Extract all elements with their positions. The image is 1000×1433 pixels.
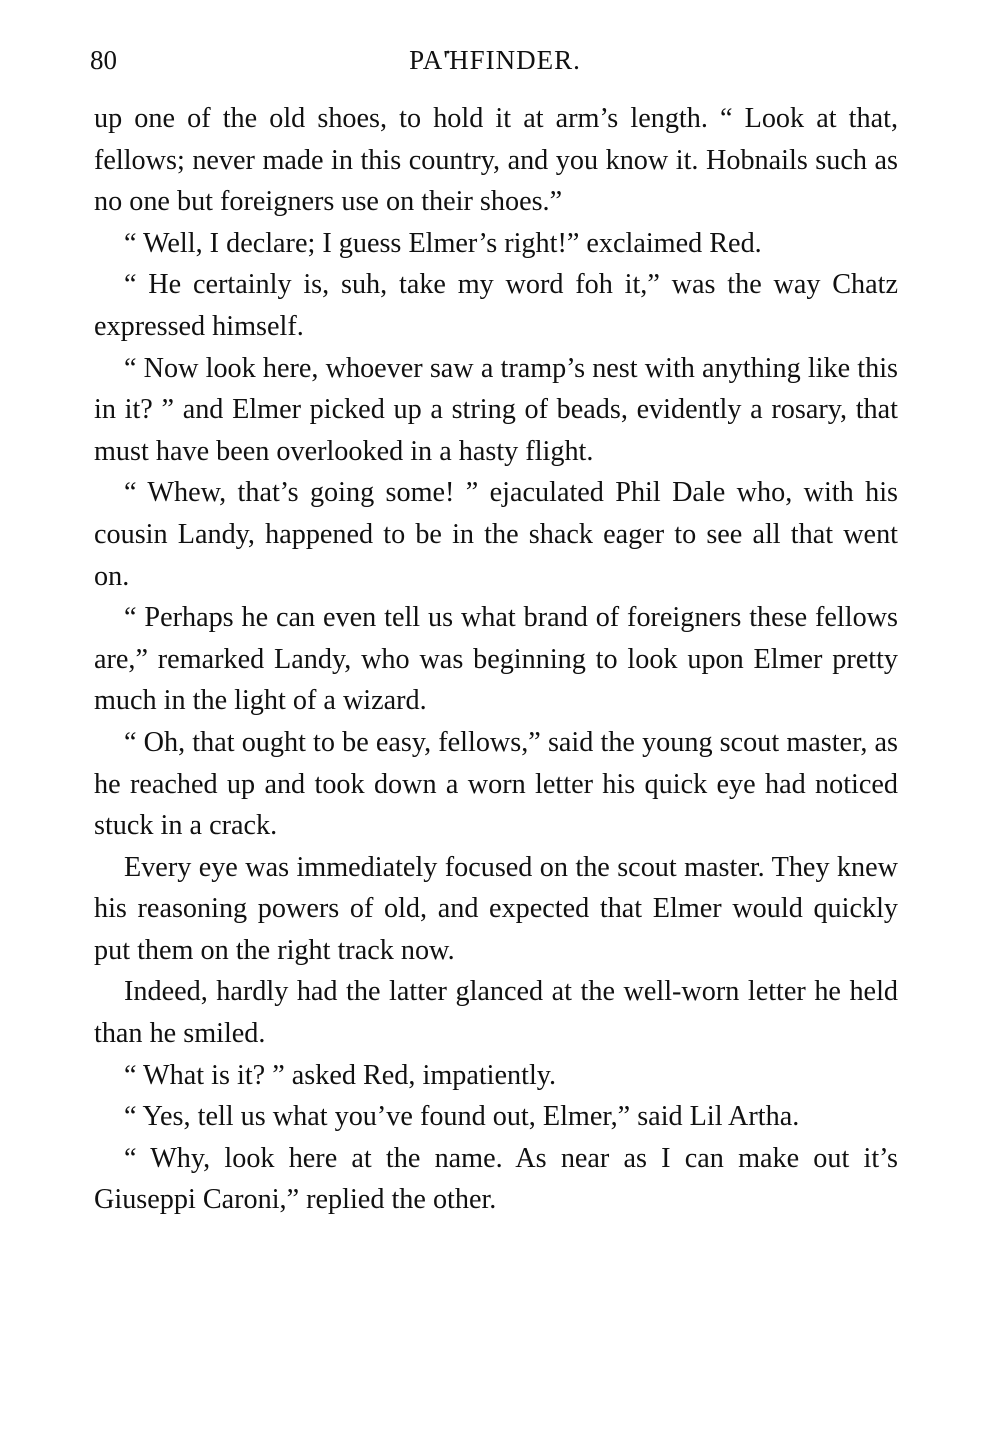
page-number: 80 (90, 45, 117, 75)
paragraph: “ Well, I declare; I guess Elmer’s right!” exclaimed Red. (124, 227, 762, 259)
paragraph: “ Whew, that’s going some! ” ejaculated Phil Dale who, with his cousin Landy, happened to be in the shack eager to see all that went on. (94, 477, 898, 592)
paragraph: “ Yes, tell us what you’ve found out, Elmer,” said Lil Artha. (124, 1101, 800, 1133)
paragraph: “ Perhaps he can even tell us what brand of foreigners these fellows are,” remarked Landy, who was beginning to look upon Elmer pretty much in the light of a wizard. (94, 602, 898, 717)
paragraph: “ Why, look here at the name. As near as I can make out it’s Giuseppi Caroni,” replied the other. (94, 1142, 898, 1216)
paragraph: “ He certainly is, suh, take my word foh it,” was the way Chatz expressed himself. (94, 269, 898, 342)
paragraph: Every eye was immediately focused on the scout master. They knew his reasoning powers of old, and expected that Elmer would quickly put them on the right track now. (94, 851, 898, 966)
page-header (90, 40, 900, 80)
paragraph: Indeed, hardly had the latter glanced at the well-worn letter he held than he smiled. (94, 976, 898, 1050)
paragraph-continued: up one of the old shoes, to hold it at arm’s length. “ Look at that, fellows; never made in this country, and you know it. Hobnails such as no one but foreigners use on their shoes.” (94, 103, 898, 218)
paragraph: “ Now look here, whoever saw a tramp’s nest with anything like this in it? ” and Elmer picked up a string of beads, evidently a rosary, that must have been overlooked in a hasty flight. (94, 352, 898, 467)
body-text (94, 98, 898, 1221)
paragraph: “ What is it? ” asked Red, impatiently. (124, 1059, 557, 1091)
paragraph: “ Oh, that ought to be easy, fellows,” said the young scout master, as he reached up and took down a worn letter his quick eye had noticed stuck in a crack. (94, 726, 898, 842)
running-head: PA'̇HFINDER. (409, 45, 581, 75)
